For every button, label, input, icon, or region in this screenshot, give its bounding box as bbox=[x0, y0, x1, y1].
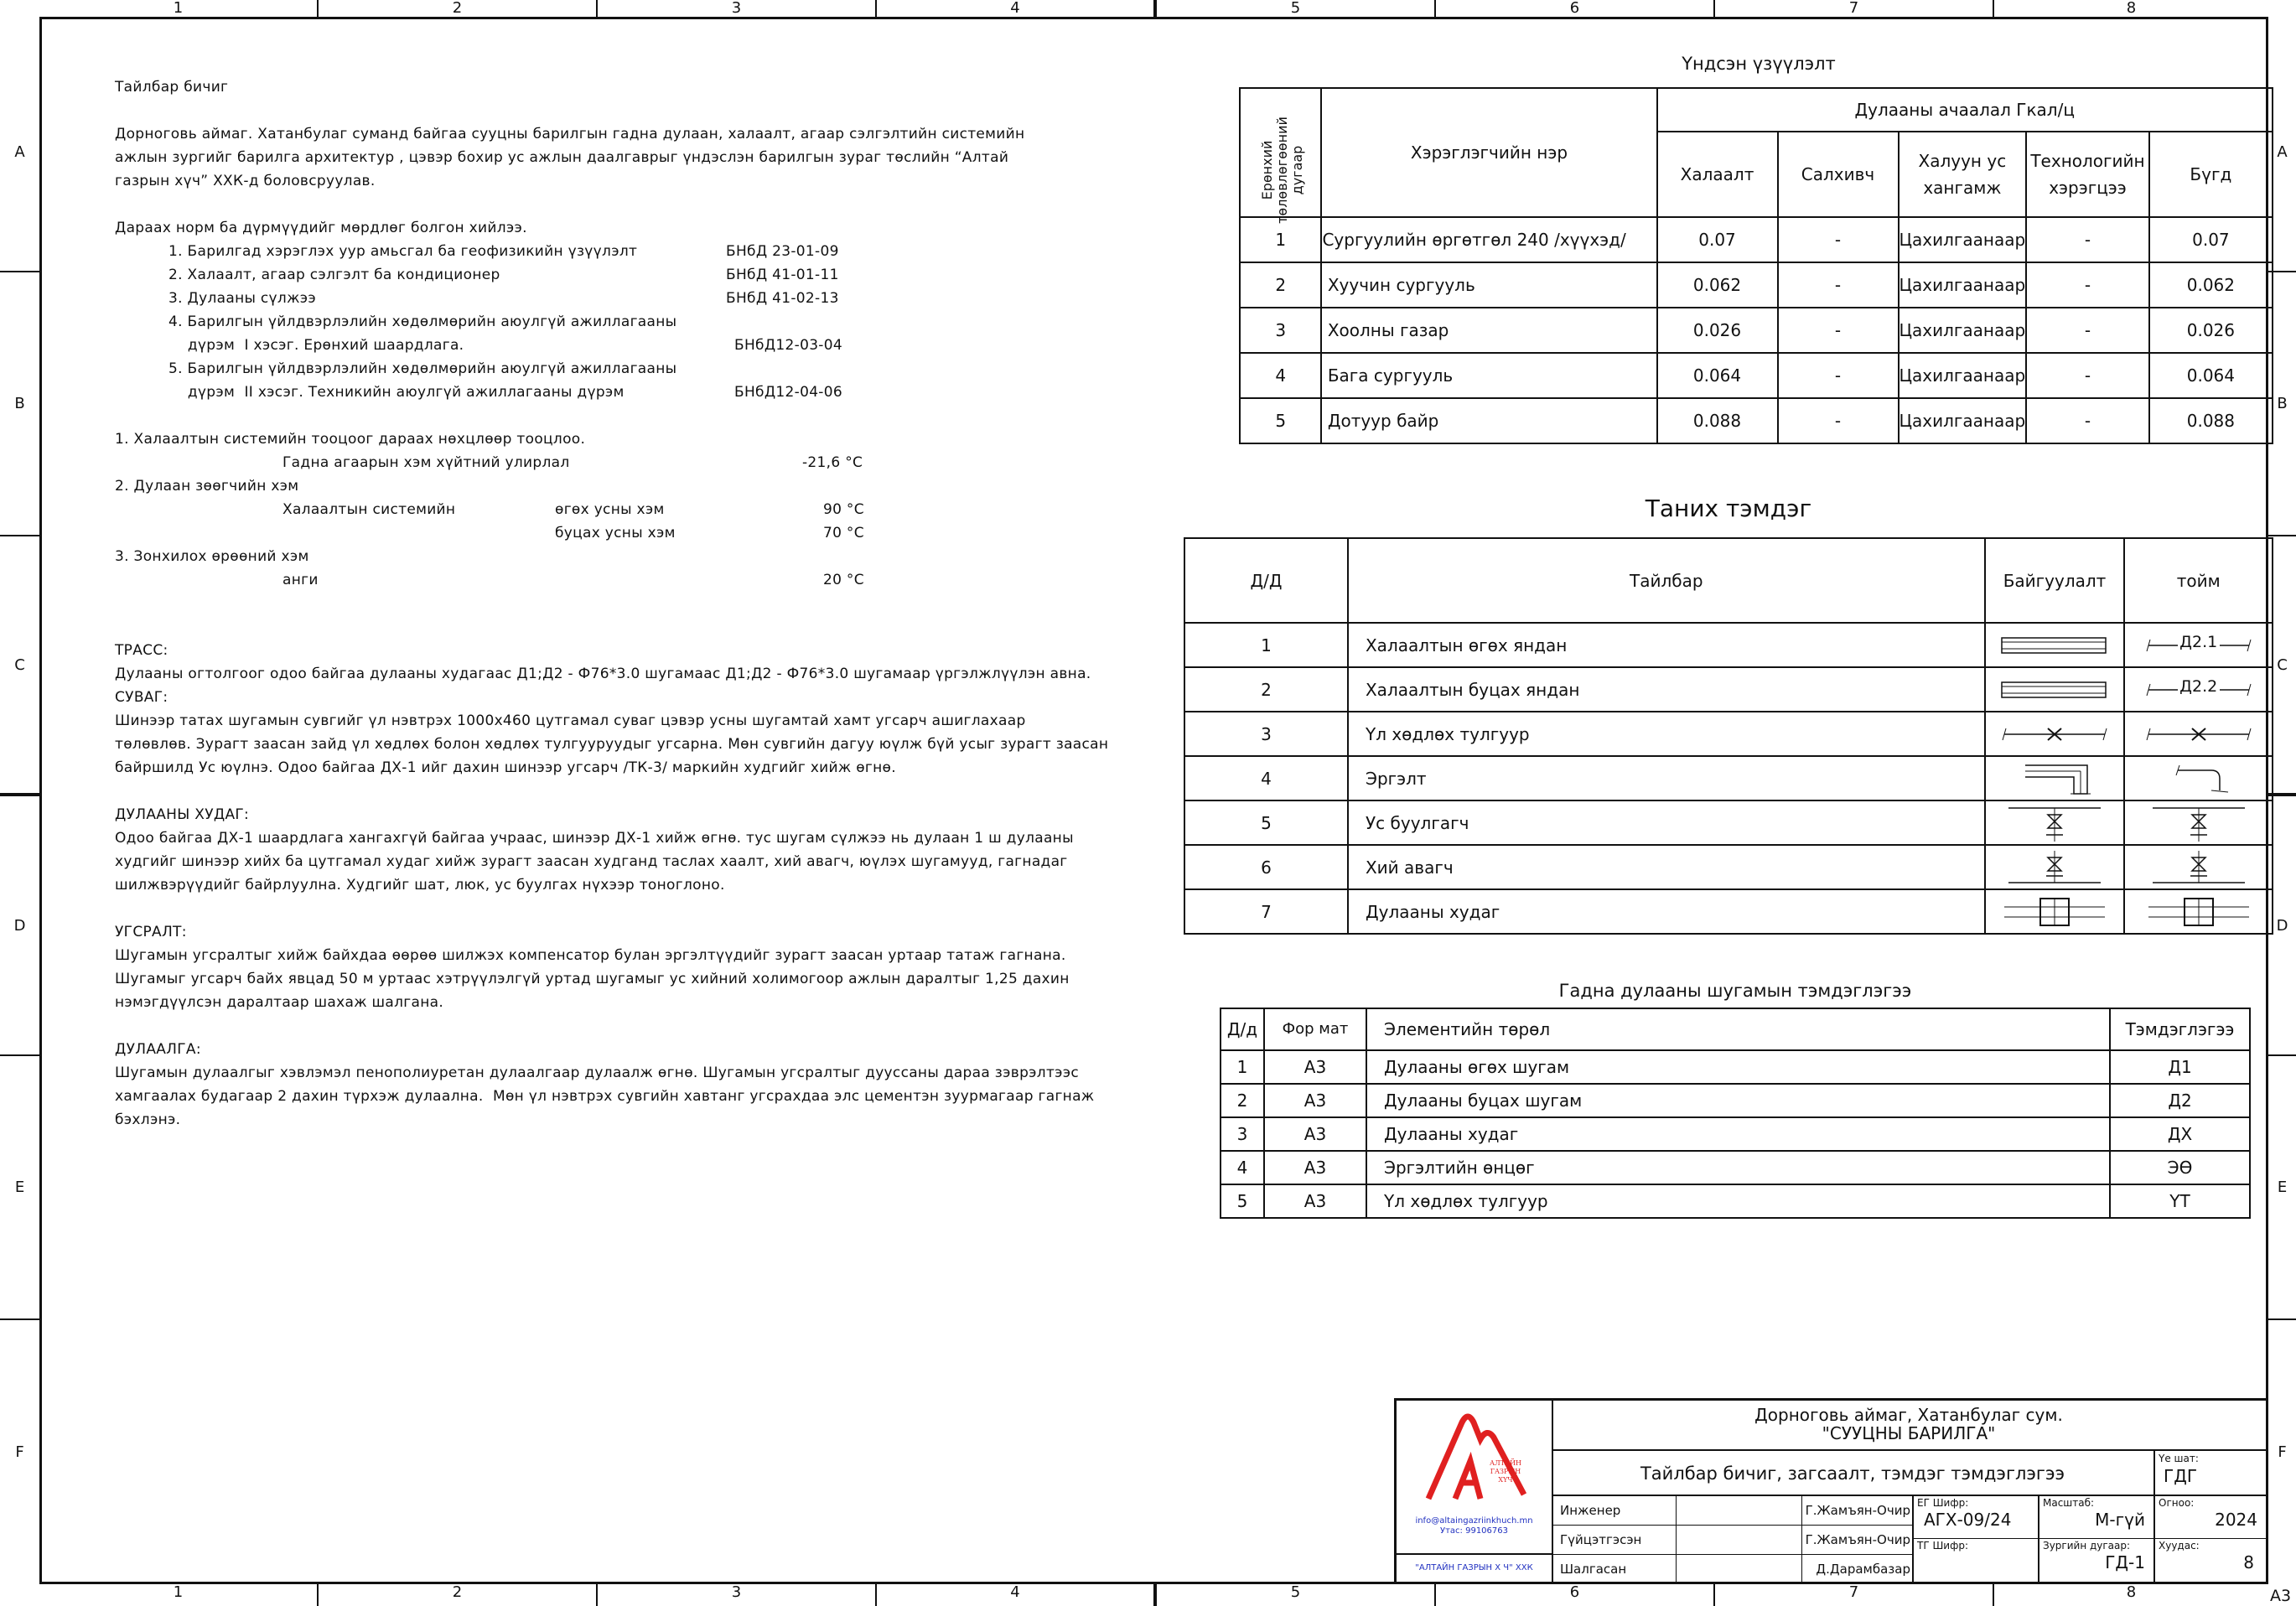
section-line: Шинээр татах шугамын сувгийг үл нэвтрэх 1000x460 цутгамал суваг цэвэр усны шугамтай хамт угсарч ашиглахаар bbox=[115, 712, 1026, 729]
zone-col-4: 4 bbox=[877, 0, 1157, 17]
section-heading: ТРАСС: bbox=[115, 642, 168, 659]
section-installation bbox=[115, 920, 1112, 1014]
eg-code: АГХ-09/24 bbox=[1924, 1510, 2012, 1530]
norms-heading: Дараах норм ба дүрмүүдийг мөрдлөг болгон хийлээ. bbox=[115, 220, 527, 236]
norm-item: 2. Халаалт, агаар сэлгэлт ба кондиционер БНбД 41-01-11 bbox=[168, 267, 839, 283]
pipe-marks-header: Тэмдэглэгээ bbox=[2110, 1008, 2250, 1050]
section-line: Дулааны огтолгоог одоо байгаа дулааны худагаас Д1;Д2 - Ф76*3.0 шугамаас Д1;Д2 - Ф76*3.0 шугамаар үргэлжлүүлэн авна. bbox=[115, 666, 1091, 682]
fixed-support-icon bbox=[2124, 712, 2273, 756]
pipe-marks-header: Д/д bbox=[1221, 1008, 1264, 1050]
zone-row-b: B bbox=[2268, 272, 2296, 536]
stage-value: ГДГ bbox=[2164, 1466, 2198, 1486]
zone-col-6: 6 bbox=[1436, 1584, 1715, 1606]
pipe-marks-table bbox=[1220, 1008, 2251, 1219]
col-load-header: Дулааны ачаалал Гкал/ц bbox=[1657, 88, 2273, 132]
section-line: байршилд Ус юүлнэ. Одоо байгаа ДХ-1 ийг дахин шинээр угсарч /ТК-3/ маркийн худгийг хийж өгнө. bbox=[115, 759, 896, 776]
zone-col-8: 8 bbox=[2126, 1583, 2137, 1601]
project-line-1: Дорноговь аймаг, Хатанбулаг сум. bbox=[1754, 1405, 2063, 1425]
zone-col-7: 7 bbox=[1715, 0, 1994, 17]
section-heading: ДУЛААЛГА: bbox=[115, 1041, 201, 1058]
legend-row: 6 Хий авагч bbox=[1184, 845, 2273, 889]
table-row: 3 Хоолны газар 0.026 - Цахилгаанаар - 0.026 bbox=[1240, 308, 2273, 353]
table-row: 4 Бага сургууль 0.064 - Цахилгаанаар - 0.064 bbox=[1240, 353, 2273, 398]
section-line: худгийг шинээр хийх ба цутгамал худаг хийж зурагт заасан худганд таслах хаалт, хий авагч, юүлэх шугамууд, гагнадаг bbox=[115, 853, 1068, 870]
sheet-label: Хуудас: bbox=[2159, 1540, 2200, 1552]
sheet-title: Тайлбар бичиг, загсаалт, тэмдэг тэмдэглэгээ bbox=[1552, 1451, 2155, 1496]
zone-col-3: 3 bbox=[598, 0, 877, 17]
zone-col-6: 6 bbox=[1436, 0, 1715, 17]
sub-col-header: Халаалт bbox=[1657, 132, 1778, 217]
zone-row-f: F bbox=[15, 1443, 24, 1461]
drawing-number: ГД-1 bbox=[2105, 1552, 2145, 1572]
section-line: Шугамын дулаалгыг хэвлэмэл пенополиуретан дулаалгаар дулаалж өгнө. Шугамын угсралтыг дууссаны дараа зэврэлтээс bbox=[115, 1065, 1080, 1081]
elbow-icon bbox=[1985, 756, 2125, 800]
drawing-label: Зургийн дугаар: bbox=[2043, 1540, 2131, 1552]
section-chamber bbox=[115, 803, 1112, 897]
pipe-marks-header: Элементийн төрөл bbox=[1366, 1008, 2110, 1050]
return-value: 70 °С bbox=[823, 525, 864, 541]
section-trass bbox=[115, 639, 1112, 686]
zone-row-d: D bbox=[0, 796, 39, 1056]
zone-row-b: B bbox=[0, 272, 39, 536]
legend-row: 4 Эргэлт bbox=[1184, 756, 2273, 800]
tg-label: ТГ Шифр: bbox=[1917, 1540, 1969, 1552]
zone-col-5: 5 bbox=[1157, 0, 1436, 17]
pipe-marks-title: Гадна дулааны шугамын тэмдэглэгээ bbox=[1558, 981, 1912, 1001]
pipe-double-icon bbox=[1985, 667, 2125, 712]
intro-line: ажлын зургийг барилга архитектур , цэвэр бохир ус ажлын даалгаврыг үндэслэн барилгын зураг төслийн “Алтай bbox=[115, 149, 1009, 166]
section-line: Одоо байгаа ДХ-1 шаардлага хангахгүй байгаа учраас, шинээр ДХ-1 хийж өгнө. тус шугам сүлжээ нь дулаан 1 ш дулааны bbox=[115, 830, 1074, 847]
zone-row-e: E bbox=[2268, 1056, 2296, 1320]
sub-col-header: Салхивч bbox=[1778, 132, 1899, 217]
legend-header: Байгуулалт bbox=[1985, 538, 2125, 623]
title-block bbox=[1394, 1398, 2268, 1584]
zone-col-7: 7 bbox=[1715, 1584, 1994, 1606]
col-name-header: Хэрэглэгчийн нэр bbox=[1321, 88, 1656, 217]
zone-col-4: 4 bbox=[877, 1584, 1157, 1606]
sheet-number: 8 bbox=[2243, 1552, 2254, 1572]
system-label: Халаалтын системийн bbox=[282, 501, 456, 518]
sub-col-header: Технологийн хэрэгцээ bbox=[2026, 132, 2149, 217]
room-value: 20 °С bbox=[823, 572, 864, 588]
zone-row-top bbox=[39, 0, 2268, 17]
air-vent-icon bbox=[1985, 845, 2125, 889]
role-row: Инженер Г.Жамъян-Очир bbox=[1552, 1496, 1912, 1526]
zone-col-5: 5 bbox=[1157, 1584, 1436, 1606]
zone-row-f: F bbox=[2278, 1443, 2287, 1461]
calc-heading: 1. Халаалтын системийн тооцоог дараах нөхцлөөр тооцлоо. bbox=[115, 431, 586, 448]
logo-text: АЛТАЙН ГАЗРЫН ХҮЧ bbox=[1489, 1459, 1522, 1484]
table-row: 5 А3 Үл хөдлөх тулгуур ҮТ bbox=[1221, 1184, 2250, 1218]
table-row: 1 А3 Дулааны өгөх шугам Д1 bbox=[1221, 1050, 2250, 1084]
supply-label: өгөх усны хэм bbox=[555, 501, 665, 518]
norm-item: 1. Барилгад хэрэглэх уур амьсгал ба геофизикийн үзүүлэлт БНбД 23-01-09 bbox=[168, 243, 839, 260]
company-logo bbox=[1422, 1411, 1531, 1503]
role-row: Гүйцэтгэсэн Г.Жамъян-Очир bbox=[1552, 1526, 1912, 1555]
calc-heading: 3. Зонхилох өрөөний хэм bbox=[115, 548, 309, 565]
zone-row-a: A bbox=[2268, 34, 2296, 272]
table-row: 2 Хуучин сургууль 0.062 - Цахилгаанаар - 0.062 bbox=[1240, 262, 2273, 308]
heat-chamber-icon bbox=[1985, 889, 2125, 934]
scale-label: Масштаб: bbox=[2043, 1497, 2095, 1509]
year-value: 2024 bbox=[2215, 1510, 2257, 1530]
section-line: хамгаалах будагаар 2 дахин түрхэж дулаална. Мөн үл нэвтрэх сувгийн хавтанг угсрахдаа элс цементэн зуурмагаар гагнаж bbox=[115, 1088, 1095, 1105]
outdoor-label: Гадна агаарын хэм хүйтний улирлал bbox=[282, 454, 570, 471]
role-row: Шалгасан Д.Дарамбазар bbox=[1552, 1555, 1912, 1583]
col-no-header: Ерөнхий төлөвлөгөөний дугаар bbox=[1240, 88, 1321, 217]
zone-col-3: 3 bbox=[598, 1584, 877, 1606]
table-row: 4 А3 Эргэлтийн өнцөг ЭӨ bbox=[1221, 1151, 2250, 1184]
section-line: Шугамыг угсарч байх явцад 50 м уртаас хэтрүүлэлгүй уртад шугамыг ус хийний холимогоор ажлын даралтыг 1,25 дахин bbox=[115, 971, 1070, 987]
table-row: 3 А3 Дулааны худаг ДХ bbox=[1221, 1117, 2250, 1151]
table-row: 1 Сургуулийн өргөтгөл 240 /хүүхэд/ 0.07 - Цахилгаанаар - 0.07 bbox=[1240, 217, 2273, 262]
zone-column-left bbox=[0, 34, 39, 1584]
outdoor-value: -21,6 °С bbox=[802, 454, 863, 471]
zone-row-c: C bbox=[2268, 536, 2296, 796]
zone-row-c: C bbox=[0, 536, 39, 796]
drain-valve-icon bbox=[1985, 800, 2125, 845]
email-link[interactable]: info@altaingazriinkhuch.mn bbox=[1415, 1516, 1533, 1526]
year-label: Огноо: bbox=[2159, 1497, 2195, 1509]
heat-chamber-icon bbox=[2124, 889, 2273, 934]
section-line: бэхлэнэ. bbox=[115, 1111, 181, 1128]
zone-row-a: A bbox=[0, 34, 39, 272]
legend-header: тойм bbox=[2124, 538, 2273, 623]
legend-row: 7 Дулааны худаг bbox=[1184, 889, 2273, 934]
scale-value: М-гүй bbox=[2095, 1510, 2145, 1530]
sheet-size: A3 bbox=[2270, 1587, 2292, 1605]
stage-label: Үе шат: bbox=[2159, 1453, 2199, 1464]
zone-col-2: 2 bbox=[319, 0, 598, 17]
zone-row-bottom bbox=[39, 1584, 2268, 1606]
indicators-table bbox=[1239, 87, 2273, 444]
section-line: Шугамын угсралтыг хийж байхдаа өөрөө шилжэх компенсатор булан эргэлтүүдийг зурагт заасан уртаар татаж гагнана. bbox=[115, 947, 1066, 964]
pipe-labeled-icon: Д2.2 bbox=[2124, 667, 2273, 712]
explanatory-notes bbox=[115, 75, 1112, 1132]
legend-row: 3 Үл хөдлөх тулгуур bbox=[1184, 712, 2273, 756]
section-heading: УГСРАЛТ: bbox=[115, 924, 187, 940]
legend-row: 1 Халаалтын өгөх яндан Д2.1 bbox=[1184, 623, 2273, 667]
fixed-support-icon bbox=[1985, 712, 2125, 756]
logo-area bbox=[1397, 1401, 1553, 1582]
intro-line: Дорноговь аймаг. Хатанбулаг суманд байгаа сууцны барилгын гадна дулаан, халаалт, агаар сэлгэлтийн системийн bbox=[115, 126, 1025, 142]
norm-item: дүрэм II хэсэг. Техникийн аюулгүй ажиллагааны дүрэм БНбД12-04-06 bbox=[168, 384, 842, 401]
design-conditions bbox=[115, 427, 1112, 592]
zone-col-2: 2 bbox=[319, 1584, 598, 1606]
zone-col-8: 8 bbox=[2126, 0, 2137, 17]
section-insulation bbox=[115, 1038, 1112, 1132]
legend-title: Таних тэмдэг bbox=[1645, 495, 1812, 522]
legend-header: Тайлбар bbox=[1348, 538, 1985, 623]
intro-line: газрын хүч” ХХК-д боловсруулав. bbox=[115, 173, 376, 189]
table-row: 2 А3 Дулааны буцах шугам Д2 bbox=[1221, 1084, 2250, 1117]
indicators-title: Үндсэн үзүүлэлт bbox=[1682, 54, 1836, 74]
section-line: нэмэгдүүлсэн даралтаар шахаж шалгана. bbox=[115, 994, 444, 1011]
zone-col-1: 1 bbox=[39, 0, 319, 17]
norm-item: 3. Дулааны сүлжээ БНбД 41-02-13 bbox=[168, 290, 839, 307]
legend-row: 2 Халаалтын буцах яндан Д2.2 bbox=[1184, 667, 2273, 712]
elbow-icon bbox=[2124, 756, 2273, 800]
legend-header: Д/Д bbox=[1184, 538, 1348, 623]
pipe-marks-header: Фор мат bbox=[1264, 1008, 1366, 1050]
norm-item: дүрэм I хэсэг. Ерөнхий шаардлага. БНбД12-03-04 bbox=[168, 337, 842, 354]
pipe-labeled-icon: Д2.1 bbox=[2124, 623, 2273, 667]
norms-list bbox=[115, 240, 1112, 404]
pipe-double-icon bbox=[1985, 623, 2125, 667]
zone-row-e: E bbox=[0, 1056, 39, 1320]
room-label: анги bbox=[282, 572, 319, 588]
sub-col-header: Халуун ус хангамж bbox=[1899, 132, 2027, 217]
zone-col-1: 1 bbox=[39, 1584, 319, 1606]
section-channel bbox=[115, 686, 1112, 780]
table-row: 5 Дотуур байр 0.088 - Цахилгаанаар - 0.088 bbox=[1240, 398, 2273, 443]
sub-col-header: Бүгд bbox=[2149, 132, 2273, 217]
section-heading: СУВАГ: bbox=[115, 689, 168, 706]
eg-label: ЕГ Шифр: bbox=[1917, 1497, 1969, 1509]
phone-text: Утас: 99106763 bbox=[1440, 1526, 1508, 1536]
legend-row: 5 Ус буулгагч bbox=[1184, 800, 2273, 845]
drain-valve-icon bbox=[2124, 800, 2273, 845]
calc-heading: 2. Дулаан зөөгчийн хэм bbox=[115, 478, 299, 495]
project-line-2: "СУУЦНЫ БАРИЛГА" bbox=[1822, 1423, 1996, 1443]
legend-table bbox=[1184, 537, 2273, 935]
air-vent-icon bbox=[2124, 845, 2273, 889]
section-heading: ДУЛААНЫ ХУДАГ: bbox=[115, 806, 250, 823]
supply-value: 90 °С bbox=[823, 501, 864, 518]
company-name: "АЛТАЙН ГАЗРЫН Х Ч" ХХК bbox=[1397, 1553, 1552, 1583]
notes-title: Тайлбар бичиг bbox=[115, 79, 229, 96]
norm-item: 4. Барилгын үйлдвэрлэлийн хөдөлмөрийн аюулгүй ажиллагааны bbox=[168, 313, 677, 330]
section-line: шилжвэрүүдийг байрлуулна. Худгийг шат, люк, ус буулгах нүхээр тоноглоно. bbox=[115, 877, 725, 894]
norm-item: 5. Барилгын үйлдвэрлэлийн хөдөлмөрийн аюулгүй ажиллагааны bbox=[168, 360, 677, 377]
zone-row-d: D bbox=[2268, 796, 2296, 1056]
section-line: төлөвлөв. Зурагт заасан зайд үл хөдлөх болон хөдлөх тулгууруудыг угсарна. Мөн сувгийн дагуу юүлж бүй усыг зурагт заасан bbox=[115, 736, 1109, 753]
return-label: буцах усны хэм bbox=[555, 525, 676, 541]
